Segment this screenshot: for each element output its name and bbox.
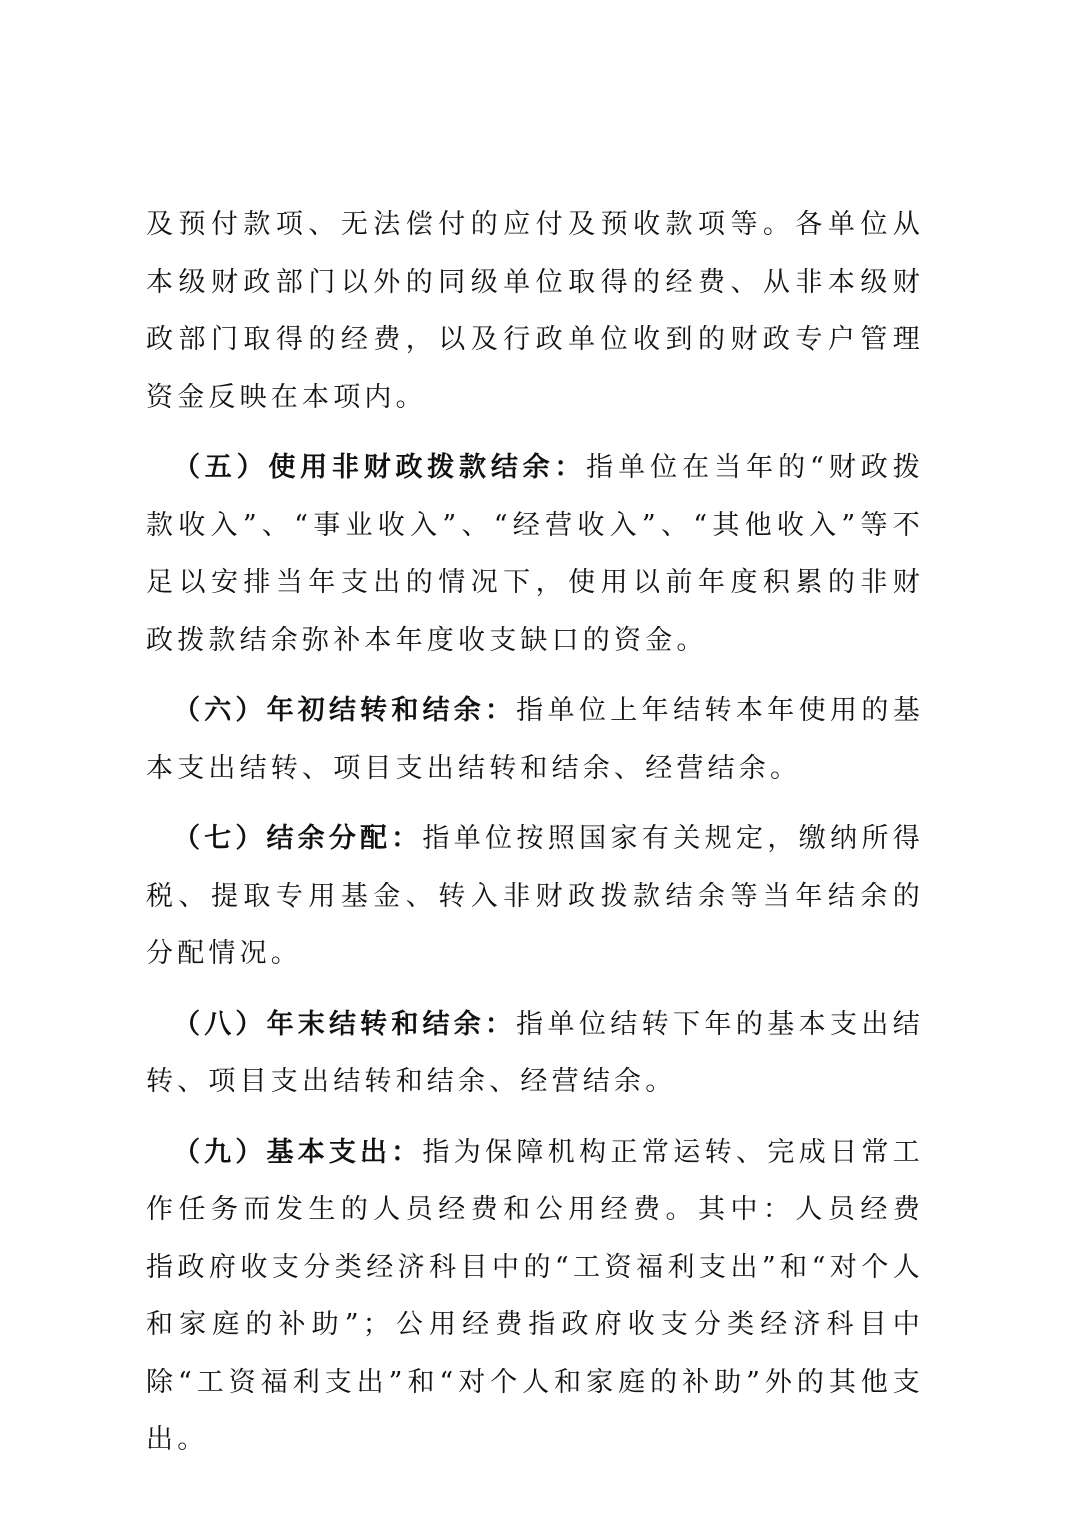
paragraph-section-5 <box>146 439 924 669</box>
paragraph-section-7 <box>146 810 924 983</box>
paragraph-text: 指单位按照国家有关规定，缴纳所得税、提取专用基金、转入非财政拨款结余等当年结余的分配情况。 <box>146 823 925 969</box>
paragraph-section-9 <box>146 1124 924 1469</box>
paragraph-text: 指为保障机构正常运转、完成日常工作任务而发生的人员经费和公用经费。其中：人员经费指政府收支分类经济科目中的“工资福利支出”和“对个人和家庭的补助”；公用经费指政府收支分类经济科目中除“工资福利支出”和“对个人和家庭的补助”外的其他支出。 <box>146 1136 925 1455</box>
paragraph-text: 指单位在当年的“财政拨款收入”、“事业收入”、“经营收入”、“其他收入”等不足以安排当年支出的情况下，使用以前年度积累的非财政拨款结余弥补本年度收支缺口的资金。 <box>146 452 924 656</box>
term-heading: （七）结余分配： <box>173 823 423 854</box>
term-heading: （八）年末结转和结余： <box>173 1008 517 1040</box>
term-heading: （九）基本支出： <box>173 1136 423 1168</box>
paragraph-section-6 <box>146 682 924 797</box>
term-heading: （五）使用非财政拨款结余： <box>173 452 587 483</box>
paragraph-text: 指单位结转下年的基本支出结转、项目支出结转和结余、经营结余。 <box>146 1008 924 1097</box>
paragraph-section-8 <box>146 996 924 1111</box>
term-heading: （六）年初结转和结余： <box>173 695 517 726</box>
document-body <box>146 196 924 1469</box>
paragraph-text: 及预付款项、无法偿付的应付及预收款项等。各单位从本级财政部门以外的同级单位取得的经费、从非本级财政部门取得的经费，以及行政单位收到的财政专户管理资金反映在本项内。 <box>146 209 924 413</box>
paragraph-continuation <box>146 196 924 426</box>
paragraph-text: 指单位上年结转本年使用的基本支出结转、项目支出结转和结余、经营结余。 <box>146 695 924 784</box>
